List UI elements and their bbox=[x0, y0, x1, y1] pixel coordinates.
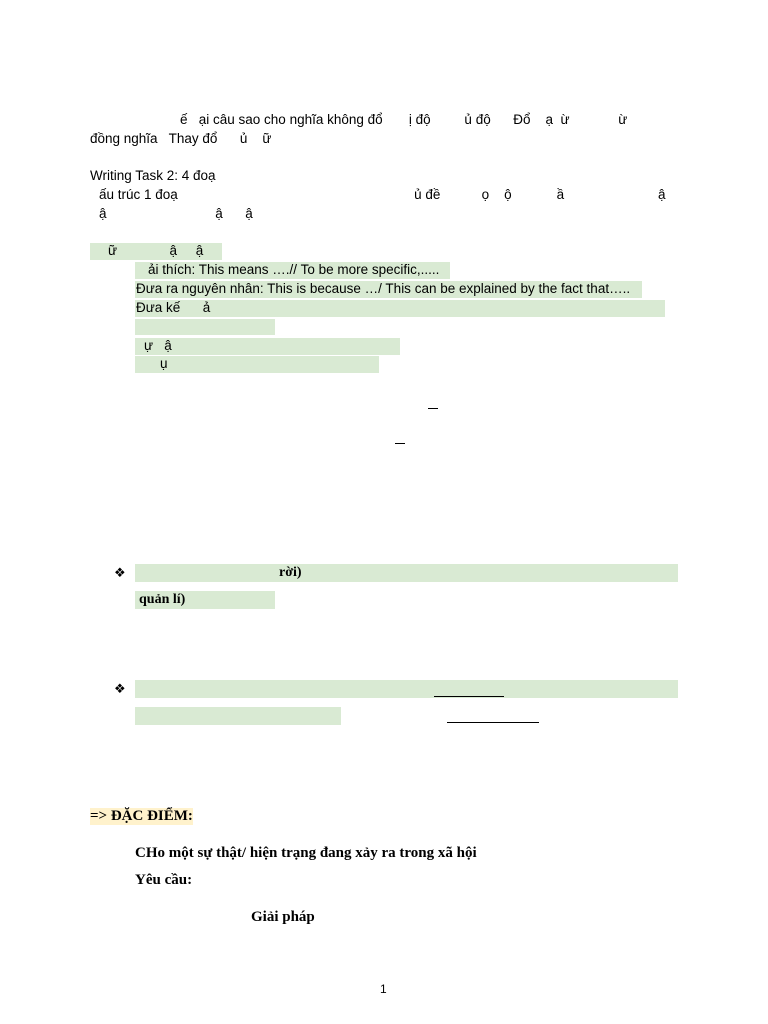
bullet-icon: ❖ bbox=[114, 681, 126, 696]
highlight-bar bbox=[135, 300, 665, 317]
bullet-text: quản lí) bbox=[139, 592, 186, 607]
bullet-text: rời) bbox=[279, 565, 302, 580]
text-line-9: Đưa kế ả bbox=[136, 300, 211, 315]
text-line-10: ự ậ bbox=[144, 338, 172, 353]
highlight-bar bbox=[135, 356, 379, 373]
dash-mark bbox=[395, 443, 405, 444]
highlight-bar bbox=[135, 680, 678, 698]
highlight-bar bbox=[135, 707, 341, 725]
highlight-bar bbox=[135, 319, 275, 335]
underline bbox=[434, 696, 504, 697]
text-line-3: Writing Task 2: 4 đoạ bbox=[90, 168, 216, 183]
highlight-bar bbox=[135, 564, 678, 582]
text-line-1: ế ại câu sao cho nghĩa không đổ ị độ ủ độ Đổ ạ ừ ừ bbox=[180, 112, 628, 127]
text-line-11: ụ bbox=[160, 356, 168, 371]
text-line-6: ữ ậ ậ bbox=[108, 243, 204, 258]
underline bbox=[447, 722, 539, 723]
section-line: CHo một sự thật/ hiện trạng đang xảy ra trong xã hội bbox=[135, 845, 477, 861]
highlight-bar bbox=[135, 338, 400, 355]
text-line-2: đồng nghĩa Thay đổ ủ ữ bbox=[90, 131, 272, 146]
text-line-8: Đưa ra nguyên nhân: This is because …/ This can be explained by the fact that….. bbox=[136, 281, 631, 296]
section-line: Yêu cầu: bbox=[135, 872, 193, 888]
text-line-4: ấu trúc 1 đoạ ủ đề ọ ộ ầ ậ bbox=[99, 187, 666, 202]
section-line: Giải pháp bbox=[251, 909, 315, 925]
page-number: 1 bbox=[380, 982, 387, 996]
text-line-5: ậ ậ ậ bbox=[99, 206, 253, 221]
dash-mark bbox=[428, 408, 438, 409]
bullet-icon: ❖ bbox=[114, 565, 126, 580]
section-title: => ĐẶC ĐIỂM: bbox=[90, 808, 193, 824]
text-line-7: ải thích: This means ….// To be more specific,..... bbox=[148, 262, 440, 277]
